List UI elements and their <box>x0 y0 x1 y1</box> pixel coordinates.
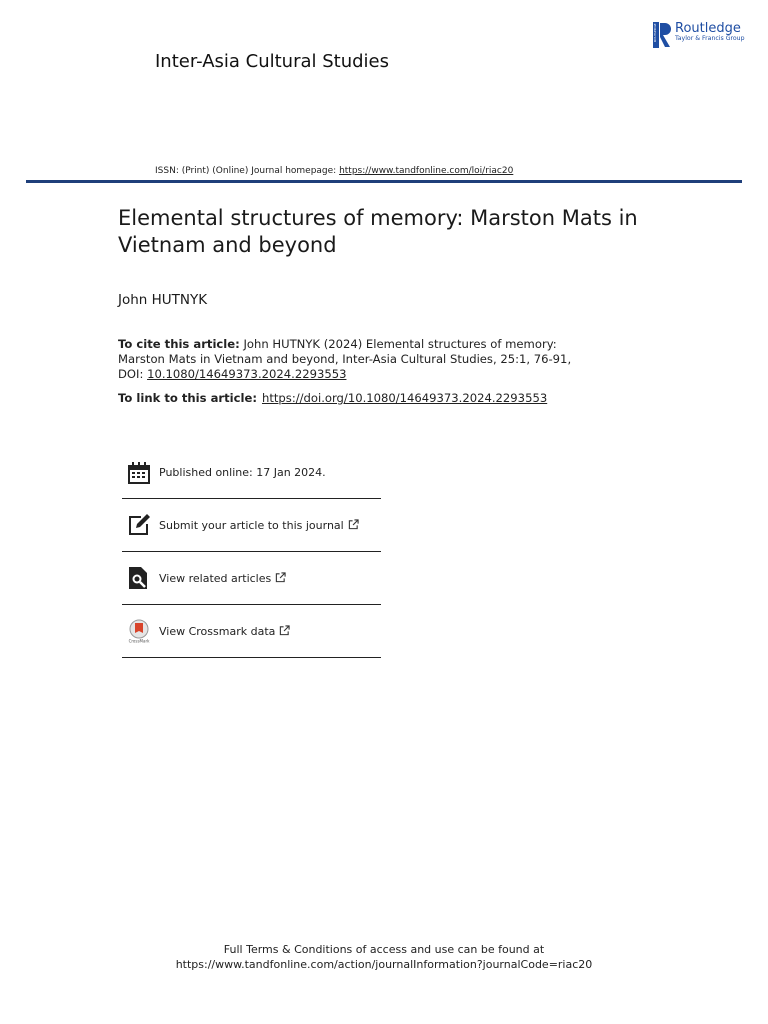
journal-homepage-link[interactable]: https://www.tandfonline.com/loi/riac20 <box>339 166 514 176</box>
article-link-label: To link to this article: <box>118 391 257 405</box>
publisher-logo <box>653 22 745 50</box>
submit-article-row[interactable] <box>122 499 381 552</box>
routledge-logo-icon <box>653 22 671 48</box>
calendar-icon <box>127 461 151 485</box>
svg-text:ROUTLEDGE: ROUTLEDGE <box>653 23 657 42</box>
citation-block <box>118 337 598 382</box>
publisher-subtitle: Taylor & Francis Group <box>675 35 745 42</box>
article-title: Elemental structures of memory: Marston Mats in Vietnam and beyond <box>118 206 638 257</box>
article-link-block <box>118 391 547 405</box>
author-name: John HUTNYK <box>118 292 208 308</box>
search-document-icon <box>127 566 151 590</box>
external-link-icon <box>348 519 359 530</box>
external-link-icon <box>279 625 290 636</box>
publisher-name: Routledge <box>675 21 741 36</box>
journal-title: Inter-Asia Cultural Studies <box>155 51 390 72</box>
citation-label: To cite this article: <box>118 337 240 351</box>
issn-text: ISSN: (Print) (Online) Journal homepage: <box>155 166 340 176</box>
footer-line-1: Full Terms & Conditions of access and use can be found at <box>223 943 545 956</box>
published-online-text: Published online: 17 Jan 2024. <box>159 466 326 479</box>
external-link-icon <box>275 572 286 583</box>
citation-doi-link[interactable]: 10.1080/14649373.2024.2293553 <box>147 367 347 381</box>
related-articles-link[interactable]: View related articles <box>159 572 286 585</box>
footer-terms-link[interactable]: https://www.tandfonline.com/action/journalInformation?journalCode=riac20 <box>175 958 593 971</box>
article-actions-list <box>122 447 381 658</box>
crossmark-logo-text: CrossMark <box>128 638 150 643</box>
footer-terms <box>0 942 768 972</box>
related-articles-row[interactable] <box>122 552 381 605</box>
published-online-row <box>122 447 381 499</box>
edit-icon <box>127 513 151 537</box>
crossmark-row[interactable] <box>122 605 381 658</box>
header-rule <box>26 180 742 183</box>
submit-article-link[interactable]: Submit your article to this journal <box>159 519 359 532</box>
article-doi-link[interactable]: https://doi.org/10.1080/14649373.2024.2293553 <box>261 391 548 405</box>
issn-line <box>155 166 513 176</box>
crossmark-icon <box>127 619 151 643</box>
crossmark-link[interactable]: View Crossmark data <box>159 625 290 638</box>
citation-text: John HUTNYK (2024) Elemental structures of memory: Marston Mats in Vietnam and beyond, Inter-Asia Cultural Studies, 25:1, 76-91, DOI: <box>118 337 572 381</box>
